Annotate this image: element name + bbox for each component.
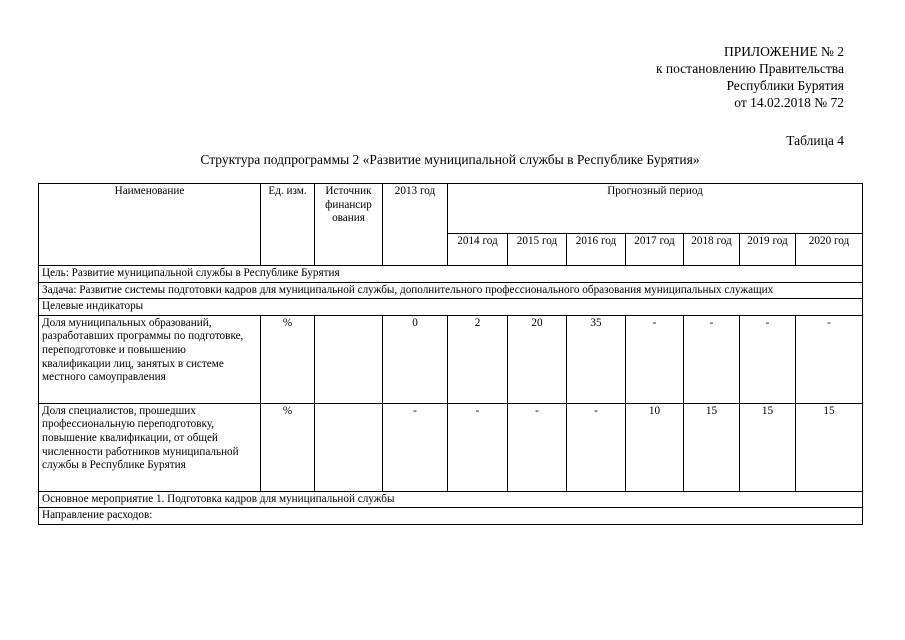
- indicator-unit: %: [261, 315, 315, 403]
- indicator-name: Доля специалистов, прошедших профессиональную переподготовку, повышение квалификации, от общей численности работников муниципальной службы в Республике Бурятия: [39, 403, 261, 491]
- header-unit: Ед. изм.: [261, 184, 315, 266]
- indicator-unit: %: [261, 403, 315, 491]
- header-year: 2018 год: [684, 234, 740, 266]
- appendix-government: Республики Бурятия: [726, 78, 844, 93]
- header-name: Наименование: [39, 184, 261, 266]
- indicator-value: -: [508, 403, 567, 491]
- header-source: Источник финансир ования: [315, 184, 383, 266]
- expenses-row: [39, 508, 863, 525]
- indicator-source: [315, 315, 383, 403]
- task-text: Задача: Развитие системы подготовки кадров для муниципальной службы, дополнительного профессионального образования муниципальных служащих: [39, 282, 863, 299]
- indicator-value: 15: [740, 403, 796, 491]
- appendix-date: от 14.02.2018 № 72: [734, 95, 844, 110]
- main-event-text: Основное мероприятие 1. Подготовка кадров для муниципальной службы: [39, 491, 863, 508]
- table-row: [39, 403, 863, 491]
- indicators-row: [39, 299, 863, 316]
- main-event-row: [39, 491, 863, 508]
- indicator-value-2013: 0: [383, 315, 448, 403]
- header-year: 2014 год: [448, 234, 508, 266]
- indicators-text: Целевые индикаторы: [39, 299, 863, 316]
- indicator-value: 10: [626, 403, 684, 491]
- header-2013: 2013 год: [383, 184, 448, 266]
- appendix-title: ПРИЛОЖЕНИЕ № 2: [723, 44, 844, 59]
- header-year: 2020 год: [796, 234, 863, 266]
- indicator-source: [315, 403, 383, 491]
- indicator-value: -: [567, 403, 626, 491]
- header-year: 2017 год: [626, 234, 684, 266]
- indicator-value: -: [740, 315, 796, 403]
- appendix-ref: к постановлению Правительства: [655, 61, 844, 76]
- goal-row: [39, 266, 863, 283]
- header-year: 2019 год: [740, 234, 796, 266]
- task-row: [39, 282, 863, 299]
- indicator-value: -: [796, 315, 863, 403]
- header-forecast: Прогнозный период: [448, 184, 863, 234]
- table-number: Таблица 4: [786, 133, 844, 148]
- indicator-value: 15: [796, 403, 863, 491]
- indicator-value: 2: [448, 315, 508, 403]
- indicator-value: 20: [508, 315, 567, 403]
- table-row: [39, 315, 863, 403]
- subprogram-structure-table: [38, 183, 863, 525]
- header-row: [39, 184, 863, 234]
- goal-text: Цель: Развитие муниципальной службы в Республике Бурятия: [39, 266, 863, 283]
- indicator-value: -: [626, 315, 684, 403]
- indicator-value: 15: [684, 403, 740, 491]
- expenses-text: Направление расходов:: [39, 508, 863, 525]
- indicator-value-2013: -: [383, 403, 448, 491]
- header-year: 2015 год: [508, 234, 567, 266]
- indicator-name: Доля муниципальных образований, разработавших программы по подготовке, переподготовке и повышению квалификации лиц, занятых в системе местного самоуправления: [39, 315, 261, 403]
- indicator-value: 35: [567, 315, 626, 403]
- appendix-block: [656, 43, 844, 111]
- indicator-value: -: [448, 403, 508, 491]
- document-title: Структура подпрограммы 2 «Развитие муниципальной службы в Республике Бурятия»: [200, 152, 700, 167]
- header-year: 2016 год: [567, 234, 626, 266]
- indicator-value: -: [684, 315, 740, 403]
